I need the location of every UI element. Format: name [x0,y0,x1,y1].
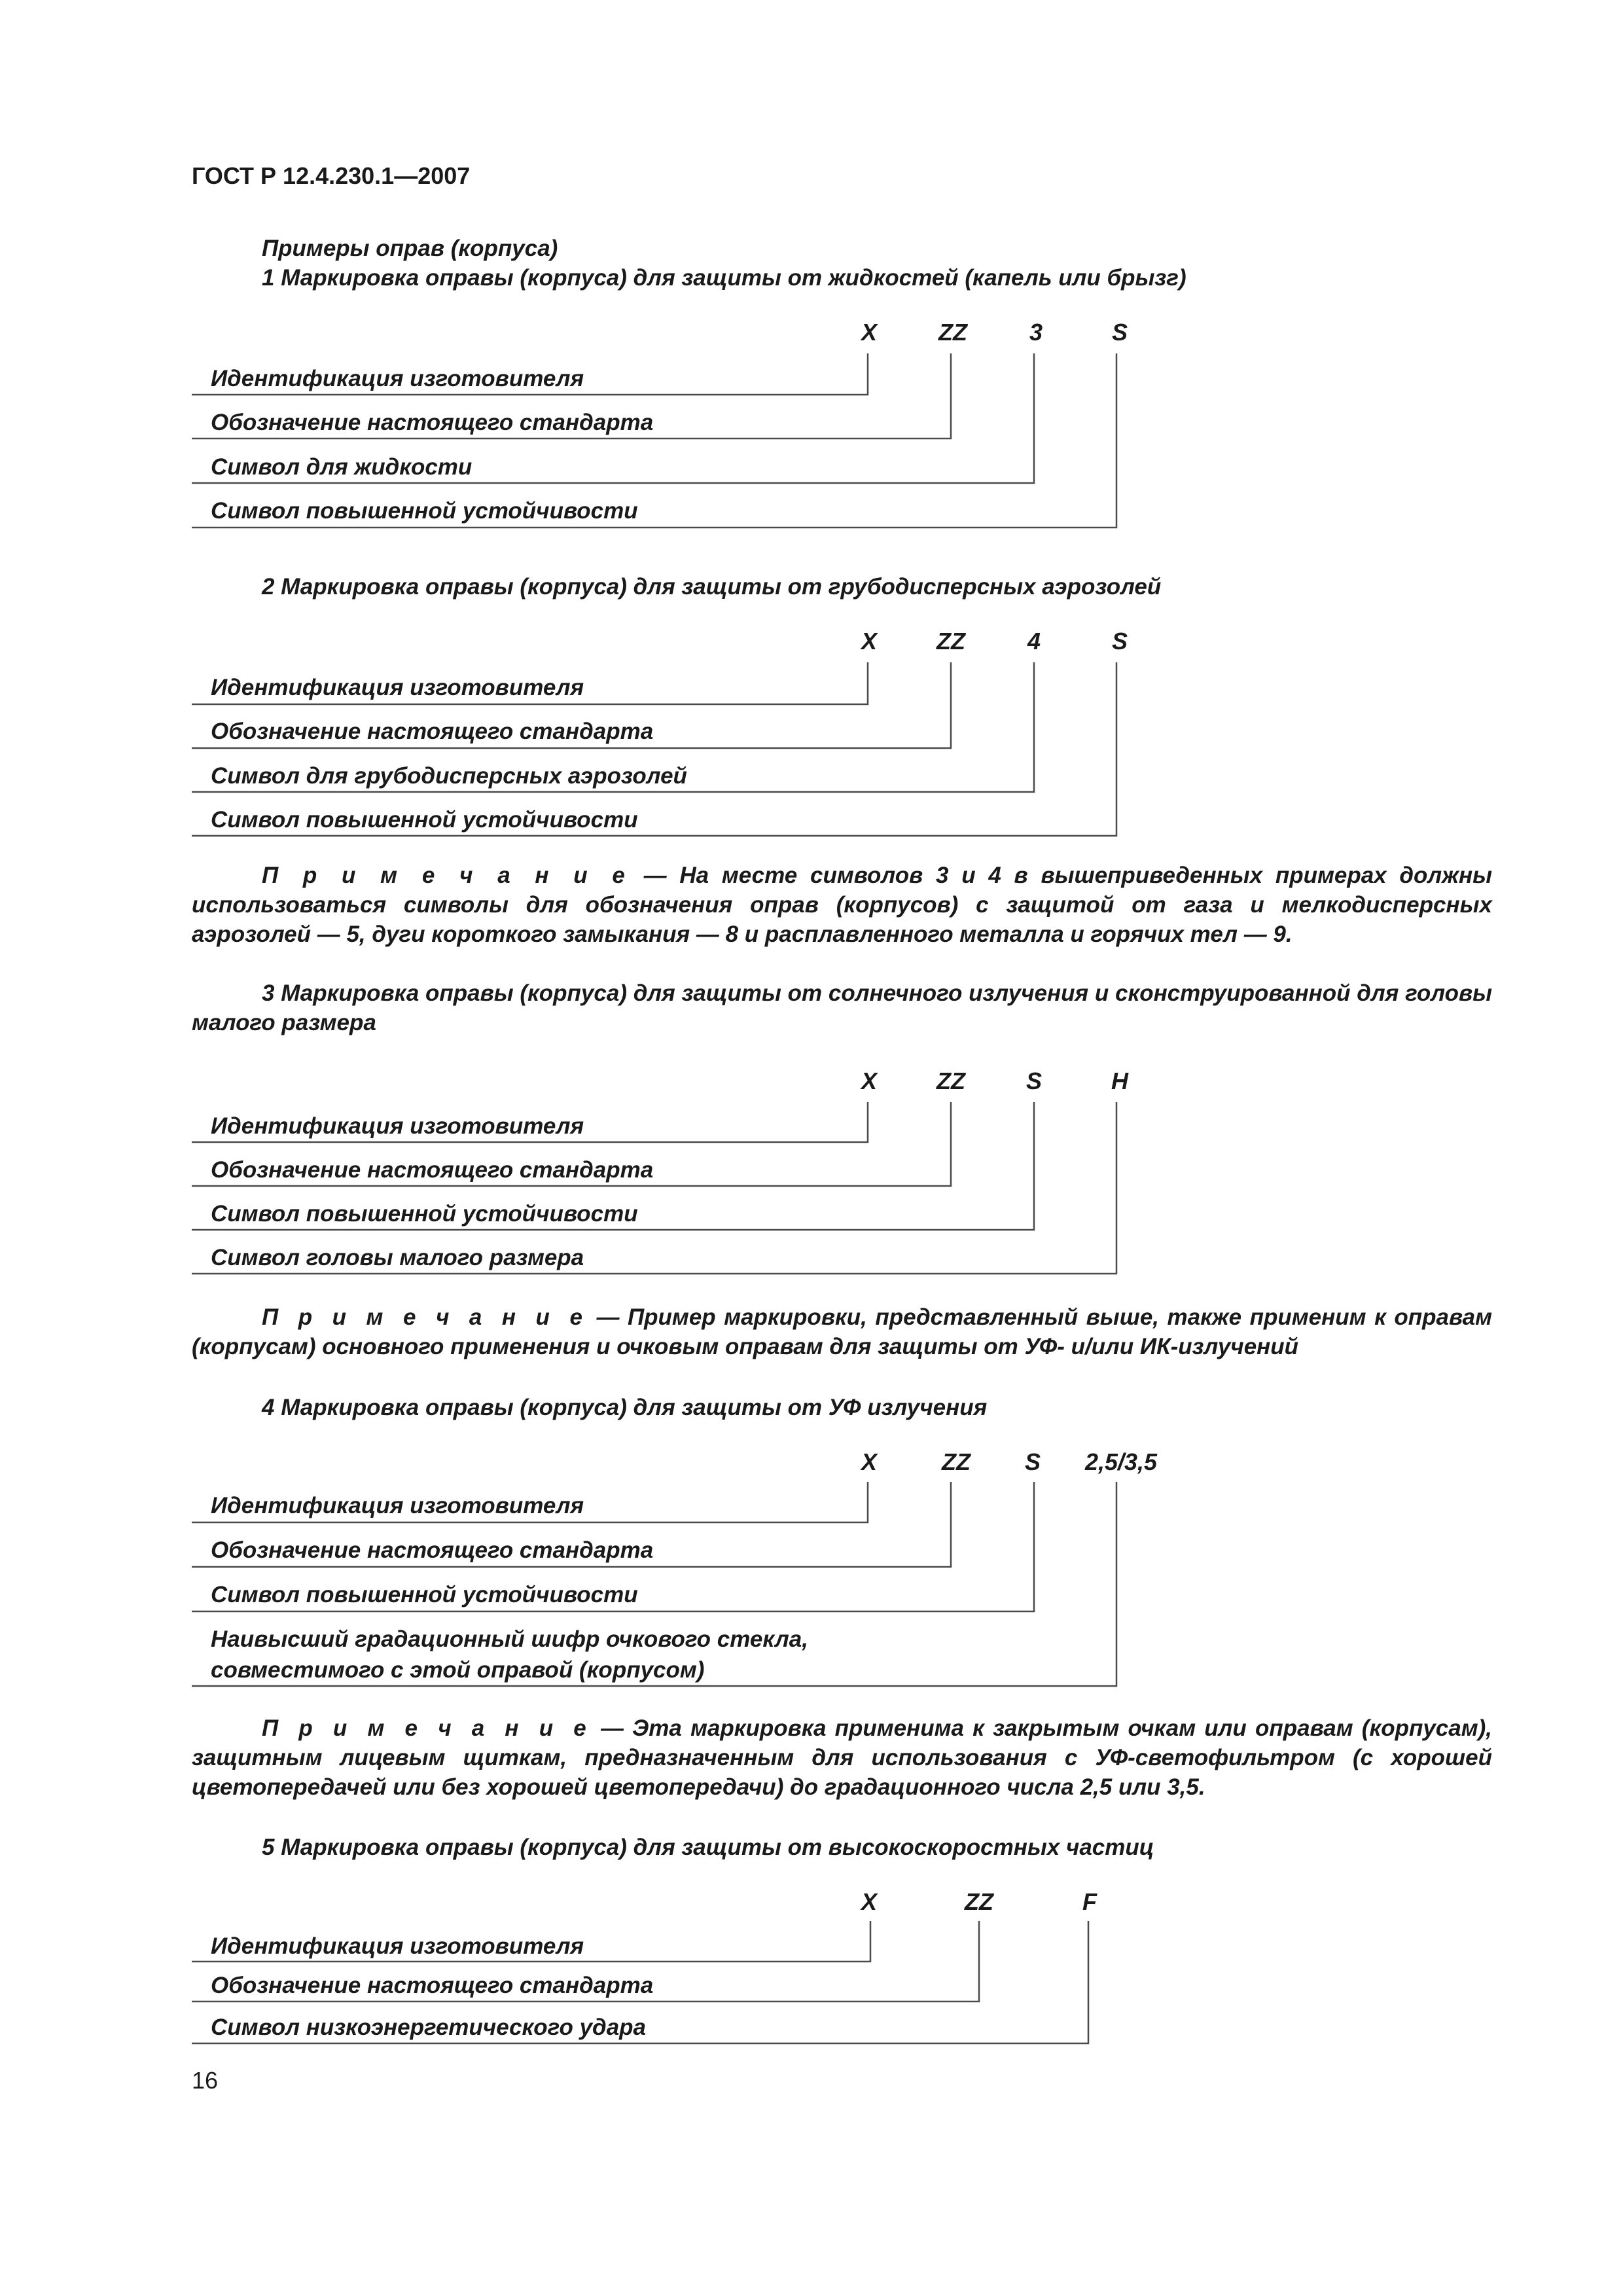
example-4-title: 4 Маркировка оправы (корпуса) для защиты от УФ излучения [262,1395,988,1420]
symbol-standard: ZZ [936,628,965,655]
label-manufacturer: Идентификация изготовителя [211,1113,584,1139]
symbol-low-energy-impact: F [1082,1888,1097,1915]
label-robustness: Символ повышенной устойчивости [211,1582,638,1607]
symbol-increased-robustness: S [1111,628,1128,655]
label-liquid: Символ для жидкости [211,454,473,480]
document-header: ГОСТ Р 12.4.230.1—2007 [192,162,471,189]
label-standard: Обозначение настоящего стандарта [211,719,654,744]
symbol-manufacturer: X [861,319,878,346]
symbol-standard: ZZ [942,1448,971,1475]
label-max-shade-line1: Наивысший градационный шифр очкового стекла, [211,1626,808,1652]
example-3-title-line2: головы малого размера [192,980,1492,1035]
symbol-increased-robustness: S [1024,1448,1041,1475]
label-standard: Обозначение настоящего стандарта [211,410,654,435]
note-heading: П р и м е ч а н и е [262,1304,588,1330]
symbol-small-head: H [1111,1067,1128,1094]
symbol-standard: ZZ [936,1067,965,1094]
symbol-standard: ZZ [965,1888,993,1915]
label-low-energy-impact: Символ низкоэнергетического удара [211,2015,646,2040]
note-text: — На месте символов 3 и 4 в вышеприведенных примерах должны использоваться символы для обозначения оправ (корпусов) с защитой от газа и мелкодисперсных аэрозолей — 5, дуги короткого замыкания — 8 и расплавленного металла и горячих тел — 9. [192,863,1492,947]
symbol-manufacturer: X [861,1067,878,1094]
symbol-increased-robustness: S [1026,1067,1043,1094]
label-max-shade-line2: совместимого с этой оправой (корпусом) [211,1657,705,1683]
symbol-max-shade-number: 2,5/3,5 [1084,1448,1158,1475]
example-5-title: 5 Маркировка оправы (корпуса) для защиты от высокоскоростных частиц [262,1835,1154,1860]
label-manufacturer: Идентификация изготовителя [211,366,584,391]
label-manufacturer: Идентификация изготовителя [211,675,584,700]
examples-title: Примеры оправ (корпуса) [262,236,558,261]
label-small-head: Символ головы малого размера [211,1245,584,1270]
symbol-increased-robustness: S [1111,319,1128,346]
example-2-title: 2 Маркировка оправы (корпуса) для защиты от грубодисперсных аэрозолей [262,574,1162,600]
label-robustness: Символ повышенной устойчивости [211,1201,638,1227]
note-text: — Пример маркировки, представленный выше, также применим к оправам (корпусам) основного применения и очковым оправам для защиты от УФ- и/или ИК-излучений [192,1304,1492,1359]
symbol-manufacturer: X [861,628,878,655]
symbol-manufacturer: X [861,1448,878,1475]
label-standard: Обозначение настоящего стандарта [211,1157,654,1183]
symbol-standard: ZZ [938,319,967,346]
symbol-coarse-aerosol: 4 [1027,628,1041,655]
note-heading: П р и м е ч а н и е [262,863,631,888]
label-standard: Обозначение настоящего стандарта [211,1973,654,1998]
example-3-title-line1: 3 Маркировка оправы (корпуса) для защиты от солнечного излучения и сконструированной для [262,980,1399,1006]
symbol-manufacturer: X [861,1888,878,1915]
label-standard: Обозначение настоящего стандарта [211,1537,654,1563]
label-manufacturer: Идентификация изготовителя [211,1933,584,1959]
label-manufacturer: Идентификация изготовителя [211,1493,584,1518]
note-heading: П р и м е ч а н и е [262,1715,592,1741]
example-1-title: 1 Маркировка оправы (корпуса) для защиты от жидкостей (капель или брызг) [262,265,1186,291]
label-robustness: Символ повышенной устойчивости [211,807,638,833]
symbol-liquid: 3 [1029,319,1043,346]
label-coarse-aerosol: Символ для грубодисперсных аэрозолей [211,763,687,789]
label-robustness: Символ повышенной устойчивости [211,498,638,524]
note-text: — Эта маркировка применима к закрытым очкам или оправам (корпусам), защитным лицевым щиткам, предназначенным для использования с УФ-светофильтром (с хорошей цветопередачей или без хорошей цветопередачи) до градационного числа 2,5 или 3,5. [192,1715,1492,1800]
page-number: 16 [192,2067,219,2094]
